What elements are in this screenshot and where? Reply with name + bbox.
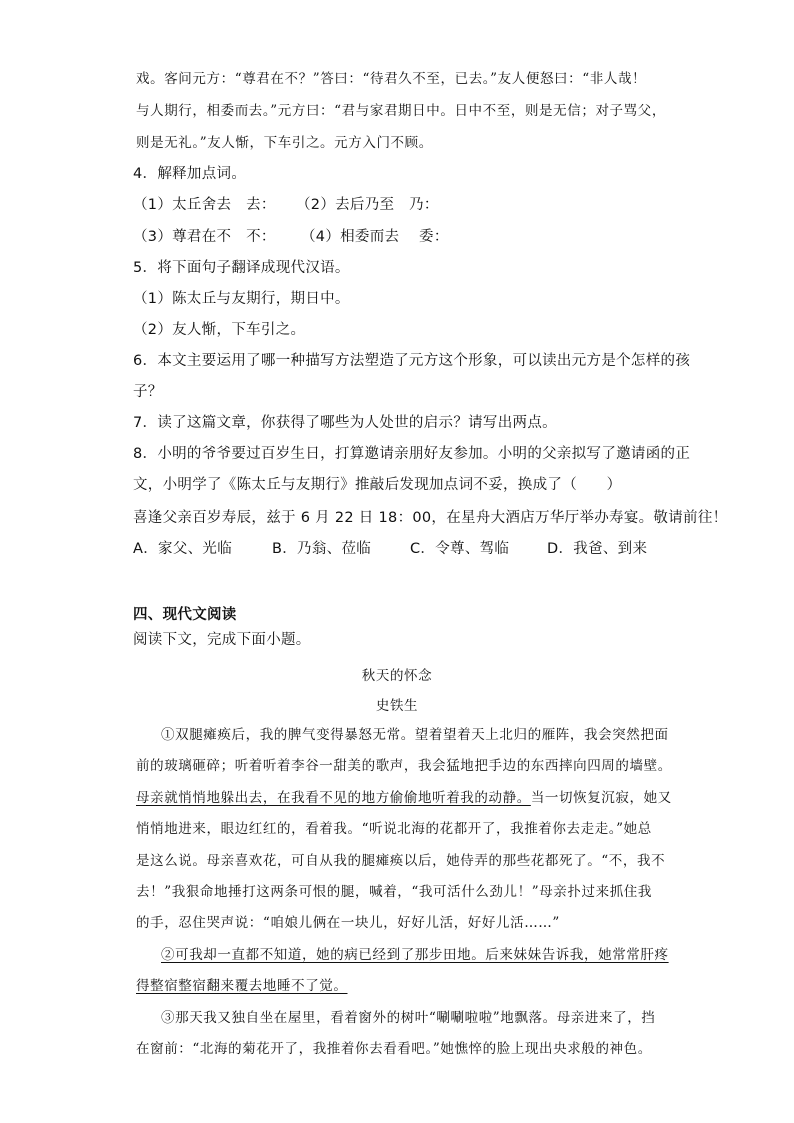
underlined-paragraph: 得整宿整宿翻来覆去地睡不了觉。 xyxy=(136,978,348,994)
section-instruction: 阅读下文，完成下面小题。 xyxy=(133,632,311,648)
invitation-text: 喜逢父亲百岁寿辰，兹于 6 月 22 日 18：00，在星舟大酒店万华厅举办寿宴。敬请前往！ xyxy=(133,510,728,526)
question-6: 6．本文主要运用了哪一种描写方法塑造了元方这个形象，可以读出元方是个怎样的孩 xyxy=(133,353,691,369)
question-4-3: （3）尊君在不 不： xyxy=(133,229,276,245)
passage-line: 前的玻璃砸碎；听着听着李谷一甜美的歌声，我会猛地把手边的东西摔向四周的墙壁。 xyxy=(136,758,672,774)
passage-line: ③那天我又独自坐在屋里，看着窗外的树叶“唰唰啦啦”地飘落。母亲进来了，挡 xyxy=(161,1010,656,1026)
passage-line: 是这么说。母亲喜欢花，可自从我的腿瘫痪以后，她侍弄的那些花都死了。“不，我不 xyxy=(136,853,666,869)
section-heading: 四、现代文阅读 xyxy=(133,607,237,623)
question-4-4: （4）相委而去 委： xyxy=(301,229,449,245)
passage-line: 与人期行，相委而去。”元方曰：“君与家君期日中。日中不至，则是无信；对子骂父， xyxy=(136,103,666,119)
passage-text: 当一切恢复沉寂，她又 xyxy=(530,790,672,806)
question-5: 5．将下面句子翻译成现代汉语。 xyxy=(133,260,350,276)
question-8: 8．小明的爷爷要过百岁生日，打算邀请亲朋好友参加。小明的父亲拟写了邀请函的正 xyxy=(133,446,691,462)
passage-line: 戏。客问元方：“尊君在不？”答曰：“待君久不至，已去。”友人便怒曰：“非人哉！ xyxy=(136,71,647,87)
option-d: D．我爸、到来 xyxy=(547,541,648,557)
article-title: 秋天的怀念 xyxy=(361,668,433,684)
underlined-sentence: 母亲就悄悄地躲出去，在我看不见的地方偷偷地听着我的动静。 xyxy=(136,790,531,806)
question-8-cont: 文，小明学了《陈太丘与友期行》推敲后发现加点词不妥，换成了（ ） xyxy=(133,477,622,493)
question-5-2: （2）友人惭，下车引之。 xyxy=(133,322,306,338)
passage-line: ①双腿瘫痪后，我的脾气变得暴怒无常。望着望着天上北归的雁阵，我会突然把面 xyxy=(161,727,669,743)
question-7: 7．读了这篇文章，你获得了哪些为人处世的启示？请写出两点。 xyxy=(133,415,557,431)
passage-line-underlined xyxy=(136,786,672,806)
question-4-2: （2）去后乃至 乃： xyxy=(296,197,439,213)
passage-line: 在窗前：“北海的菊花开了，我推着你去看看吧。”她憔悴的脸上现出央求般的神色。 xyxy=(136,1041,652,1057)
option-b: B．乃翁、莅临 xyxy=(272,541,372,557)
question-5-1: （1）陈太丘与友期行，期日中。 xyxy=(133,291,350,307)
passage-line: 的手，忍住哭声说：“咱娘儿俩在一块儿，好好儿活，好好儿活……” xyxy=(136,915,560,931)
option-a: A．家父、光临 xyxy=(133,541,233,557)
question-4-1: （1）太丘舍去 去： xyxy=(133,197,276,213)
article-author: 史铁生 xyxy=(375,698,419,714)
passage-line: 则是无礼。”友人惭，下车引之。元方入门不顾。 xyxy=(136,135,433,151)
underlined-paragraph: ②可我却一直都不知道，她的病已经到了那步田地。后来妹妹告诉我，她常常肝疼 xyxy=(161,947,669,963)
passage-line: 去！”我狠命地捶打这两条可恨的腿，喊着，“我可活什么劲儿！”母亲扑过来抓住我 xyxy=(136,884,653,900)
question-6-cont: 子？ xyxy=(133,384,163,400)
option-c: C．令尊、驾临 xyxy=(410,541,510,557)
question-4: 4．解释加点词。 xyxy=(133,166,247,182)
passage-line: 悄悄地进来，眼边红红的，看着我。“听说北海的花都开了，我推着你去走走。”她总 xyxy=(136,821,652,837)
